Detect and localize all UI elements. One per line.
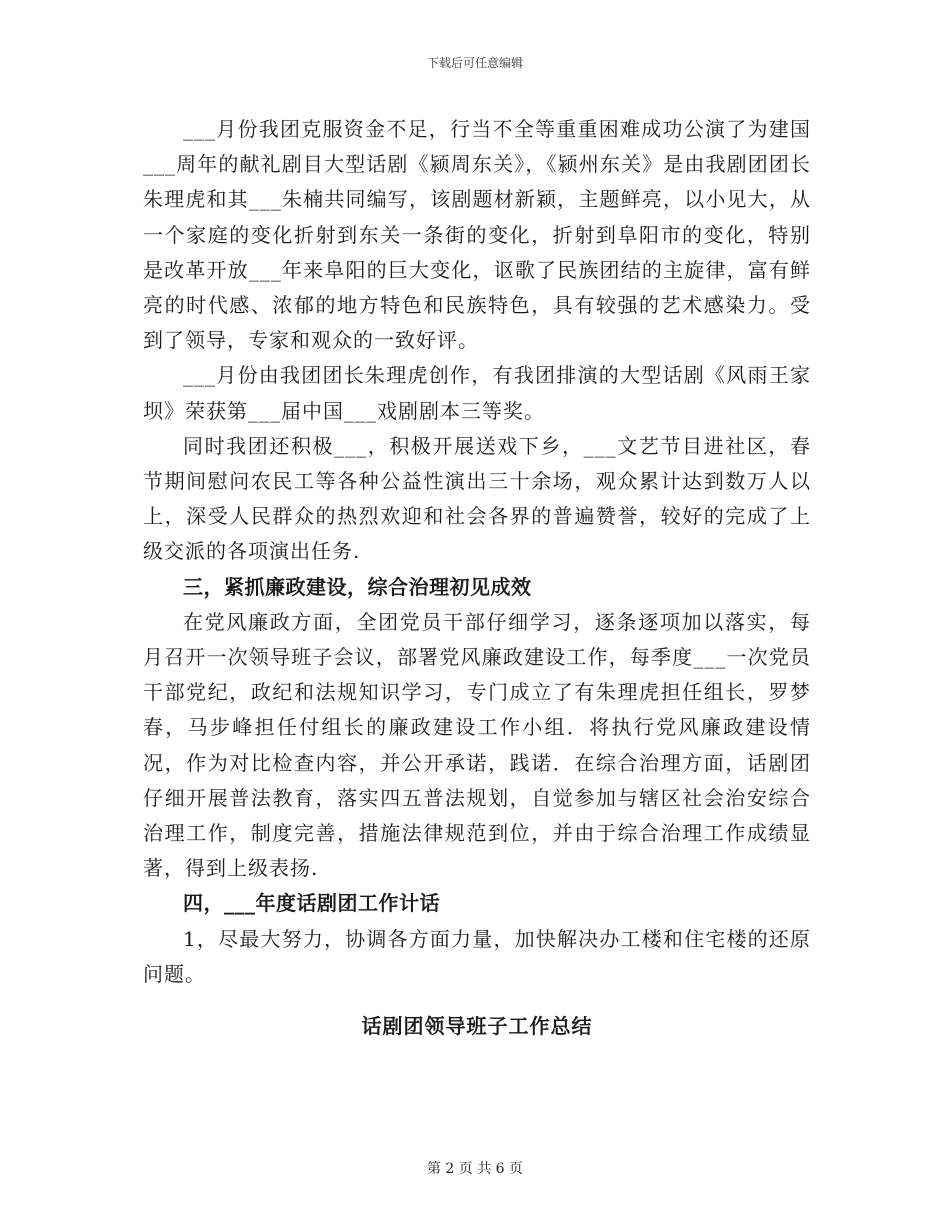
paragraph-public-performances: 同时我团还积极___，积极开展送戏下乡，___文艺节目进社区，春节期间慰问农民工等各种公益性演出三十余场，观众累计达到数万人以上，深受人民群众的热烈欢迎和社会各界的普遍赞誉，较好的完成了上级交派的各项演出任务. [143,433,811,564]
paragraph-drama-premiere: ___月份我团克服资金不足，行当不全等重重困难成功公演了为建国___周年的献礼剧目大型话剧《颍周东关》，《颍州东关》是由我剧团团长朱理虎和其___朱楠共同编写，该剧题材新颖，主题鲜亮，以小见大，从一个家庭的变化折射到东关一条街的变化，折射到阜阳市的变化，特别是改革开放___年来阜阳的巨大变化，讴歌了民族团结的主旋律，富有鲜亮的时代感、浓郁的地方特色和民族特色，具有较强的艺术感染力。受到了领导，专家和观众的一致好评。 [143,117,811,353]
paragraph-award: ___月份由我团团长朱理虎创作，有我团排演的大型话剧《风雨王家坝》荣获第___届中国___戏剧剧本三等奖。 [143,363,811,423]
paragraph-integrity-governance: 在党风廉政方面，全团党员干部仔细学习，逐条逐项加以落实，每月召开一次领导班子会议，部署党风廉政建设工作，每季度___一次党员干部党纪，政纪和法规知识学习，专门成立了有朱理虎担任组长，罗梦春，马步峰担任付组长的廉政建设工作小组．将执行党风廉政建设情况，作为对比检查内容，并公开承诺，践诺．在综合治理方面，话剧团仔细开展普法教育，落实四五普法规划，自觉参加与辖区社会治安综合治理工作，制度完善，措施法律规范到位，并由于综合治理工作成绩显著，得到上级表扬. [143,609,811,881]
document-body [143,112,811,1044]
section-heading-integrity: 三，紧抓廉政建设，综合治理初见成效 [183,574,532,599]
section-heading-annual-plan: 四，___年度话剧团工作计话 [183,891,440,916]
page-number: 第 2 页 共 6 页 [426,1161,524,1177]
document-title: 话剧团领导班子工作总结 [361,1014,593,1039]
paragraph-plan-item-1: 1，尽最大努力，协调各方面力量，加快解决办工楼和住宅楼的还原问题。 [143,926,811,986]
header-note: 下载后可任意编辑 [426,56,523,70]
